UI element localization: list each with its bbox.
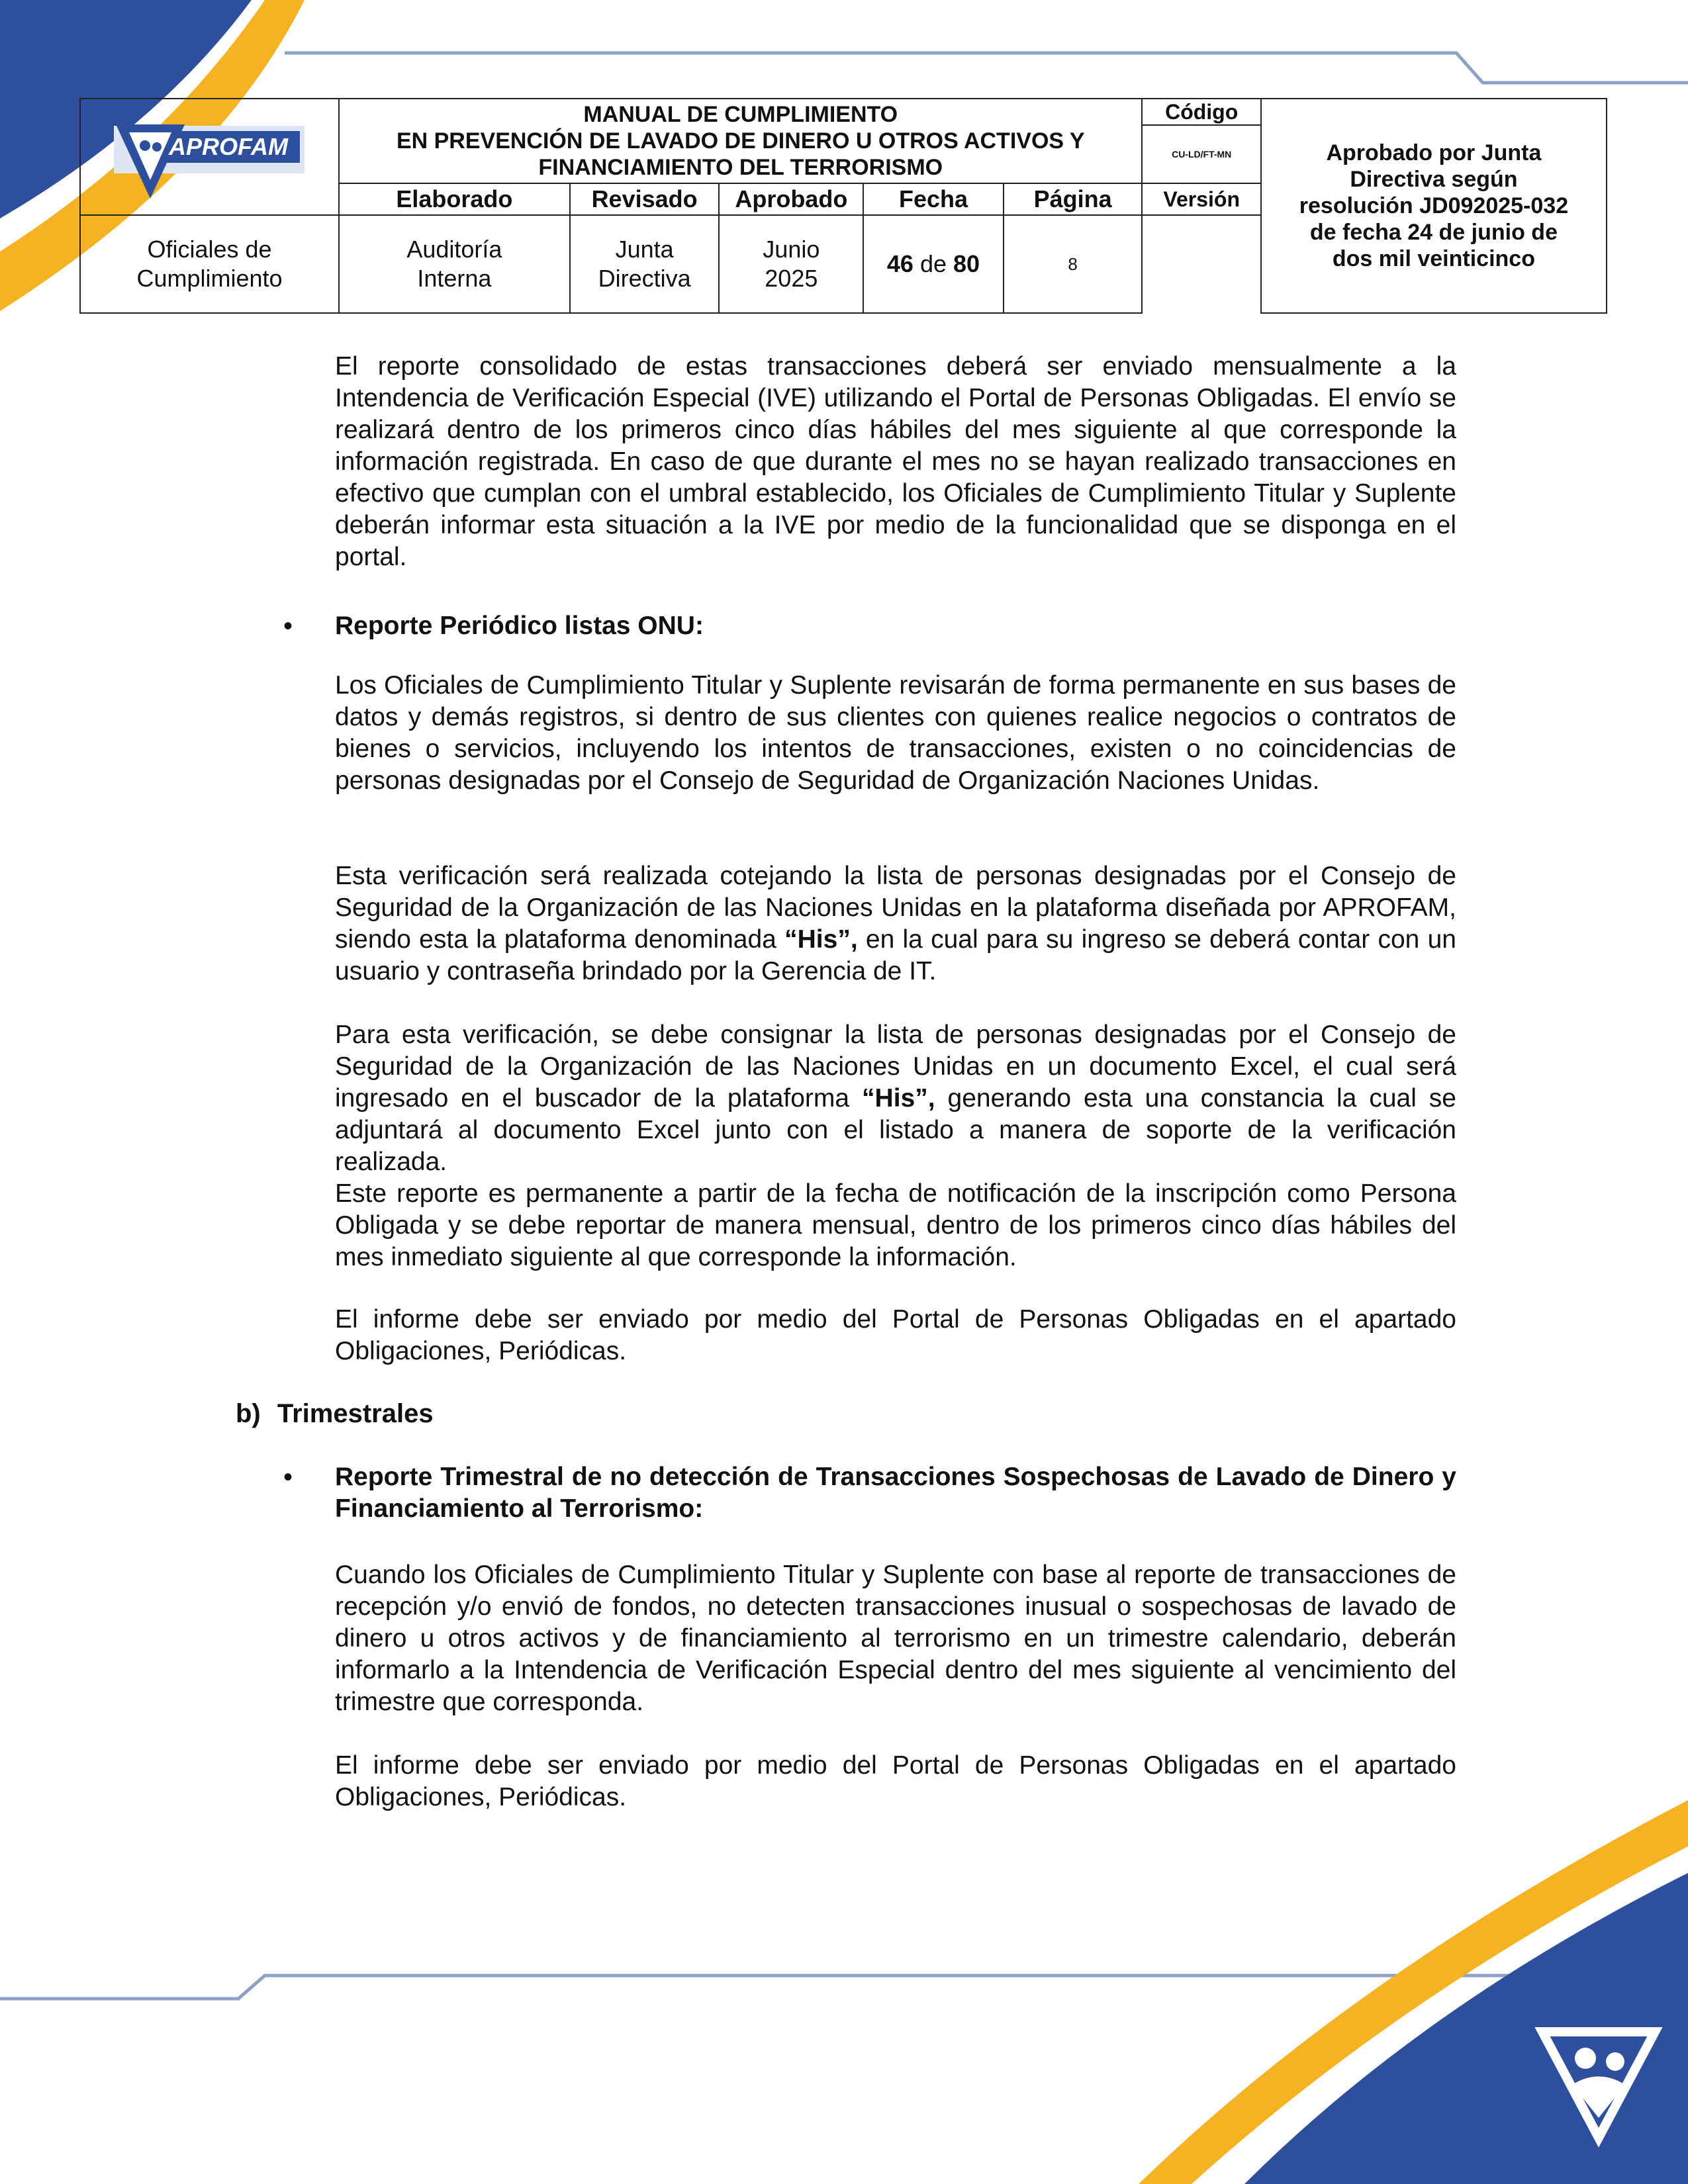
paragraph-onu-review: Los Oficiales de Cumplimiento Titular y Suplente revisarán de forma permanente en sus bases de datos y demás registros, si dentro de sus clientes con quienes realice negocios o contratos de bienes o servicios, incluyendo los intentos de transacciones, existen o no coincidencias de personas designadas por el Consejo de Seguridad de Organización Naciones Unidas.	[335, 671, 1456, 795]
paragraph-excel-verification-text-b: generando esta una constancia la cual se adjuntará al documento Excel junto con el listado a manera de soporte de la verificación realizada.	[335, 1084, 1456, 1176]
bullet-marker: •	[283, 612, 293, 641]
fecha-value-line-1: Junio	[763, 236, 820, 263]
approval-line-3: resolución JD092025-032	[1299, 193, 1569, 218]
revisado-label: Revisado	[570, 183, 720, 215]
page-number	[863, 215, 1004, 313]
revisado-value-line-1: Auditoría	[406, 236, 502, 263]
approval-line-1: Aprobado por Junta	[1326, 140, 1542, 165]
approval-note	[1261, 99, 1607, 313]
his-platform-name-2: “His”,	[862, 1084, 935, 1113]
revisado-value-line-2: Interna	[417, 265, 492, 292]
approval-line-2: Directiva según	[1350, 167, 1518, 192]
document-header	[79, 98, 1607, 312]
title-line-1: MANUAL DE CUMPLIMIENTO	[583, 102, 898, 127]
title-line-3: FINANCIAMIENTO DEL TERRORISMO	[538, 155, 943, 180]
fecha-label: Fecha	[863, 183, 1004, 215]
aprobado-value	[570, 215, 720, 313]
paragraph-portal-submission-1: El informe debe ser enviado por medio del Portal de Personas Obligadas en el apartado Obligaciones, Periódicas.	[335, 1305, 1456, 1365]
his-platform-name: “His”,	[784, 925, 858, 954]
bullet-marker-2: •	[283, 1463, 293, 1492]
header-table	[79, 98, 1607, 314]
section-b-heading	[236, 1398, 434, 1430]
logo-text: APROFAM	[168, 132, 288, 160]
version-label: Versión	[1142, 183, 1260, 215]
codigo-label: Código	[1142, 99, 1260, 125]
paragraph-his-verification-text-a: Esta verificación será realizada cotejando la lista de personas designadas por el Consejo de Seguridad de la Organización de las Naciones Unidas en la plataforma diseñada por APROFAM, siendo esta la plataforma denominada	[335, 862, 1456, 954]
manual-title	[339, 99, 1142, 183]
page-total: 80	[953, 250, 980, 277]
paragraph-his-verification-text-b: en la cual para su ingreso se deberá contar con un usuario y contraseña brindado por la Gerencia de IT.	[335, 925, 1456, 985]
aprobado-value-line-1: Junta	[615, 236, 674, 263]
paragraph-quarterly-no-detection: Cuando los Oficiales de Cumplimiento Titular y Suplente con base al reporte de transacciones de recepción y/o envió de fondos, no detecten transacciones inusual o sospechosas de lavado de dinero u otros activos y de financiamiento al terrorismo en un trimestre calendario, deberán informarlo a la Intendencia de Verificación Especial dentro del mes siguiente al vencimiento del trimestre que corresponda.	[335, 1561, 1456, 1716]
title-line-2: EN PREVENCIÓN DE LAVADO DE DINERO U OTROS ACTIVOS Y	[396, 128, 1085, 154]
paragraph-permanent-report: Este reporte es permanente a partir de la fecha de notificación de la inscripción como Persona Obligada y se debe reportar de manera mensual, dentro de los primeros cinco días hábiles del mes inmediato siguiente al que corresponde la información.	[335, 1179, 1456, 1271]
aprobado-label: Aprobado	[719, 183, 863, 215]
heading-onu-lists: Reporte Periódico listas ONU:	[335, 612, 704, 640]
paragraph-excel-verification	[335, 1019, 1456, 1178]
approval-line-5: dos mil veinticinco	[1332, 246, 1535, 271]
page-of: de	[919, 250, 947, 277]
aprobado-value-line-2: Directiva	[598, 265, 691, 292]
page-current: 46	[886, 250, 914, 277]
heading-quarterly-report: Reporte Trimestral de no detección de Transacciones Sospechosas de Lavado de Dinero y Financiamiento al Terrorismo:	[335, 1463, 1456, 1523]
paragraph-excel-verification-text-a: Para esta verificación, se debe consignar la lista de personas designadas por el Consejo de Seguridad de la Organización de las Naciones Unidas en un documento Excel, el cual será ingresado en el buscador de la plataforma	[335, 1021, 1456, 1113]
elaborado-value-line-2: Cumplimiento	[136, 265, 283, 292]
paragraph-his-verification	[335, 860, 1456, 987]
version-value: 8	[1004, 215, 1143, 313]
revisado-value	[339, 215, 570, 313]
paragraph-portal-submission-2: El informe debe ser enviado por medio del Portal de Personas Obligadas en el apartado Obligaciones, Periódicas.	[335, 1751, 1456, 1811]
aprofam-logo	[111, 106, 309, 205]
elaborado-value	[80, 215, 339, 313]
fecha-value	[719, 215, 863, 313]
approval-line-4: de fecha 24 de junio de	[1309, 220, 1558, 245]
codigo-value: CU-LD/FT-MN	[1142, 125, 1260, 183]
fecha-value-line-2: 2025	[765, 265, 818, 292]
section-b-title: Trimestrales	[277, 1399, 434, 1428]
elaborado-value-line-1: Oficiales de	[147, 236, 272, 263]
section-b-marker: b)	[236, 1399, 261, 1428]
pagina-label: Página	[1004, 183, 1143, 215]
logo-cell	[80, 99, 339, 215]
top-accent-line	[285, 53, 1688, 83]
paragraph-consolidated-report: El reporte consolidado de estas transacciones deberá ser enviado mensualmente a la Intendencia de Verificación Especial (IVE) utilizando el Portal de Personas Obligadas. El envío se realizará dentro de los primeros cinco días hábiles del mes siguiente al que corresponde la información registrada. En caso de que durante el mes no se hayan realizado transacciones en efectivo que cumplan con el umbral establecido, los Oficiales de Cumplimiento Titular y Suplente deberán informar esta situación a la IVE por medio de la funcionalidad que se disponga en el portal.	[335, 352, 1456, 571]
elaborado-label: Elaborado	[339, 183, 570, 215]
